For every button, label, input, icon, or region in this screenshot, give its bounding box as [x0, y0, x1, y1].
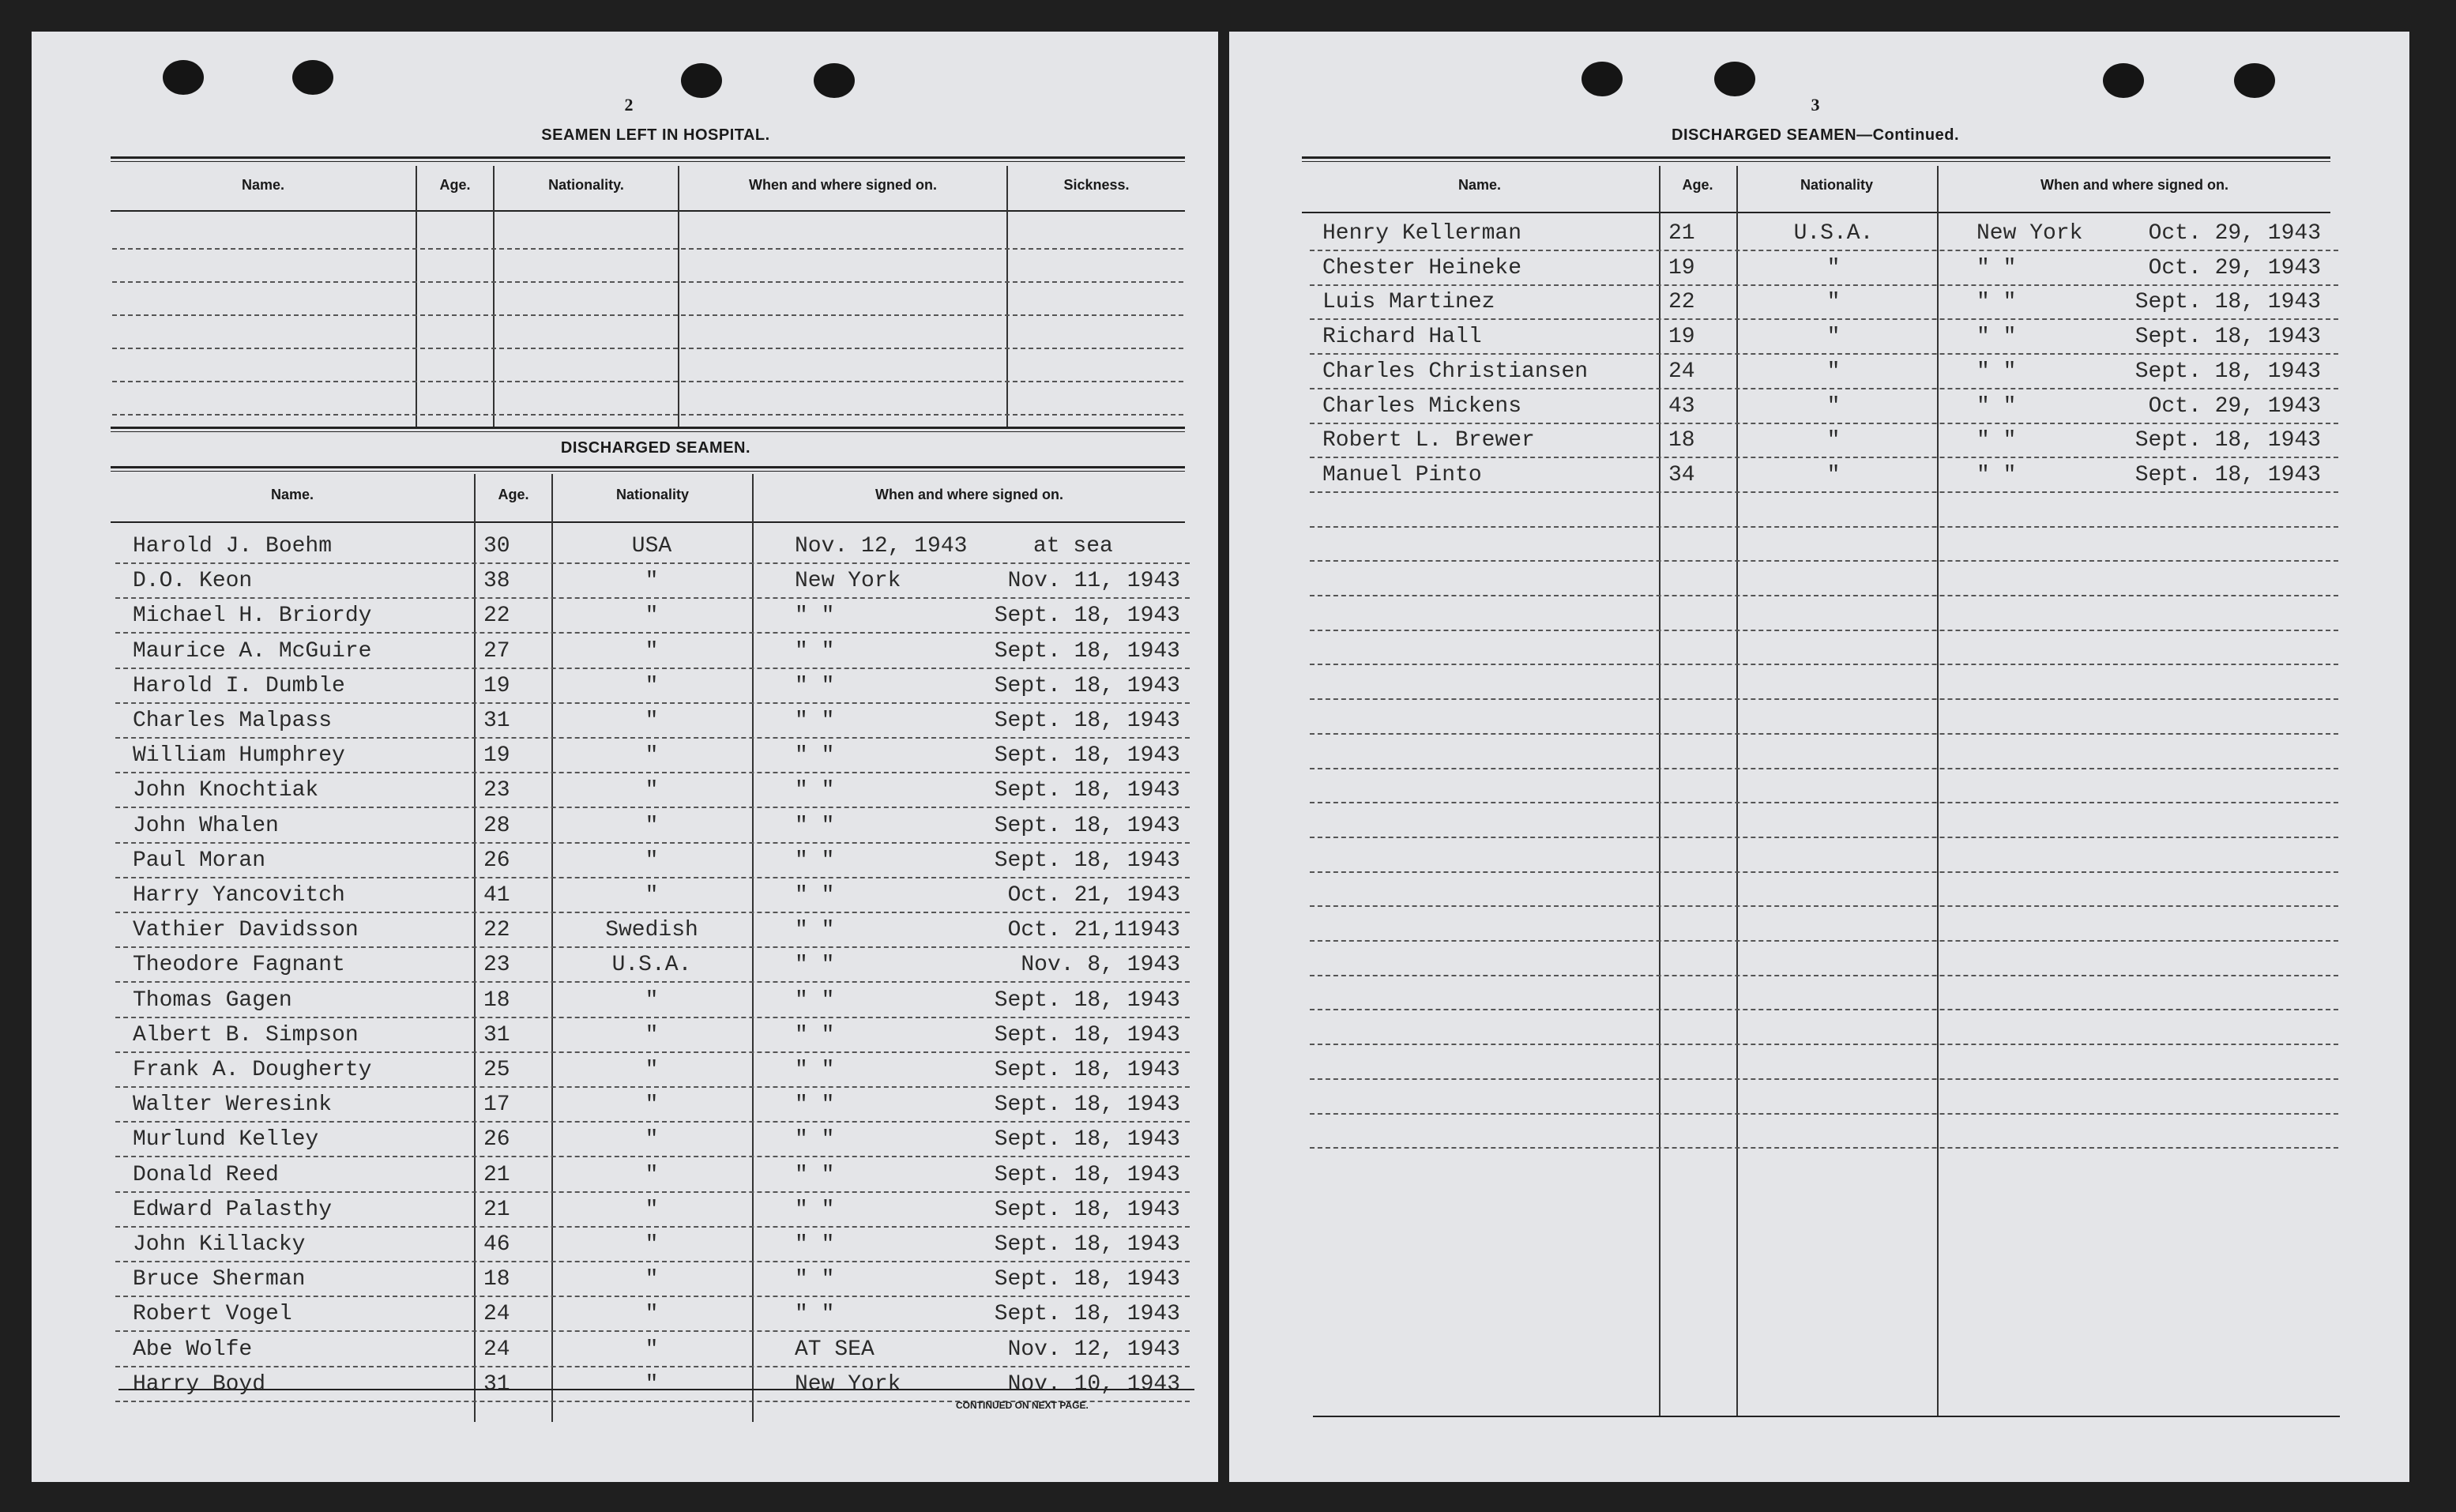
seaman-name: Murlund Kelley — [133, 1127, 319, 1152]
row-rule — [115, 981, 1190, 983]
seaman-name: Robert Vogel — [133, 1302, 292, 1326]
seaman-age: 18 — [483, 988, 510, 1013]
row-rule — [1310, 1044, 2338, 1045]
seaman-name: Luis Martinez — [1322, 290, 1495, 314]
seaman-age: 18 — [483, 1267, 510, 1292]
seaman-age: 24 — [483, 1337, 510, 1362]
signed-on-place: " " — [795, 1232, 835, 1257]
seaman-age: 41 — [483, 883, 510, 908]
signed-on-date: Oct. 29, 1943 — [2148, 256, 2321, 280]
signed-on-place: " " — [795, 1127, 835, 1152]
signed-on-date: Sept. 18, 1943 — [994, 1267, 1180, 1292]
seaman-nationality: " — [1826, 325, 1841, 349]
row-rule — [1310, 975, 2338, 976]
row-rule — [115, 632, 1190, 634]
signed-on-place: " " — [1976, 394, 2017, 419]
seaman-nationality: " — [1826, 256, 1841, 280]
signed-on-date: Sept. 18, 1943 — [994, 1232, 1180, 1257]
seaman-name: Charles Christiansen — [1322, 359, 1589, 384]
seaman-name: Bruce Sherman — [133, 1267, 306, 1292]
signed-on-date: Sept. 18, 1943 — [2134, 325, 2321, 349]
row-rule — [1310, 1078, 2338, 1080]
seaman-age: 19 — [1668, 325, 1695, 349]
signed-on-place: " " — [795, 639, 835, 664]
signed-on-place: New York — [795, 569, 901, 593]
row-rule — [115, 1121, 1190, 1123]
punch-hole — [2234, 63, 2275, 98]
seaman-name: Vathier Davidsson — [133, 918, 359, 942]
signed-on-date: Oct. 29, 1943 — [2148, 221, 2321, 246]
signed-on-date: Oct. 21,11943 — [1007, 918, 1180, 942]
row-rule — [115, 877, 1190, 878]
seaman-nationality: " — [1826, 290, 1841, 314]
signed-on-date: Sept. 18, 1943 — [994, 604, 1180, 628]
row-rule — [1310, 837, 2338, 838]
seaman-nationality: " — [645, 988, 659, 1013]
page-number: 3 — [1811, 95, 1820, 115]
seaman-nationality: " — [645, 569, 659, 593]
seaman-nationality: " — [645, 709, 659, 733]
signed-on-place: " " — [1976, 428, 2017, 453]
seaman-nationality: " — [645, 1337, 659, 1362]
seaman-name: Richard Hall — [1322, 325, 1482, 349]
seaman-name: Paul Moran — [133, 848, 266, 873]
row-rule — [1310, 905, 2338, 907]
signed-on-date: Sept. 18, 1943 — [2134, 359, 2321, 384]
seaman-age: 22 — [483, 604, 510, 628]
signed-on-place: " " — [795, 604, 835, 628]
signed-on-place: New York — [1976, 221, 2083, 246]
seaman-nationality: " — [645, 1093, 659, 1117]
hospital-header-nationality: Nationality. — [548, 177, 624, 193]
row-rule — [1310, 768, 2338, 769]
discharged-continued-title: DISCHARGED SEAMEN—Continued. — [1672, 126, 1959, 144]
seaman-name: Theodore Fagnant — [133, 953, 345, 977]
signed-on-date: Sept. 18, 1943 — [994, 1198, 1180, 1222]
seaman-name: John Whalen — [133, 814, 279, 838]
row-rule — [115, 668, 1190, 669]
signed-on-place: " " — [795, 988, 835, 1013]
signed-on-place: " " — [795, 918, 835, 942]
row-rule — [115, 1261, 1190, 1262]
seaman-age: 43 — [1668, 394, 1695, 419]
signed-on-place: " " — [795, 883, 835, 908]
signed-on-place: " " — [1976, 359, 2017, 384]
signed-on-date: Sept. 18, 1943 — [994, 988, 1180, 1013]
continued-header-nationality: Nationality — [1800, 177, 1873, 193]
row-rule — [115, 1366, 1190, 1367]
signed-on-place: " " — [795, 953, 835, 977]
seaman-nationality: U.S.A. — [1793, 221, 1874, 246]
signed-on-date: Sept. 18, 1943 — [994, 814, 1180, 838]
row-rule — [1310, 560, 2338, 562]
seaman-name: Charles Malpass — [133, 709, 333, 733]
signed-on-place: " " — [795, 674, 835, 698]
row-rule — [115, 1051, 1190, 1053]
row-rule — [115, 842, 1190, 844]
row-rule — [115, 946, 1190, 948]
seaman-age: 38 — [483, 569, 510, 593]
row-rule — [115, 912, 1190, 913]
signed-on-date: Nov. 11, 1943 — [1007, 569, 1180, 593]
hospital-header-signed-on: When and where signed on. — [748, 177, 938, 193]
seaman-name: Maurice A. McGuire — [133, 639, 372, 664]
seaman-nationality: " — [645, 1372, 659, 1397]
row-rule — [1310, 698, 2338, 700]
seaman-name: Edward Palasthy — [133, 1198, 333, 1222]
discharged-header-name: Name. — [270, 487, 314, 502]
row-rule — [115, 597, 1190, 599]
row-rule — [1310, 353, 2338, 355]
row-rule — [115, 1296, 1190, 1297]
row-rule — [115, 772, 1190, 773]
page-number: 2 — [624, 95, 634, 115]
seaman-age: 26 — [483, 848, 510, 873]
seaman-name: Frank A. Dougherty — [133, 1058, 372, 1082]
signed-on-date: Sept. 18, 1943 — [994, 1093, 1180, 1117]
seaman-nationality: " — [1826, 463, 1841, 487]
discharged-section-title: DISCHARGED SEAMEN. — [560, 439, 751, 457]
seaman-age: 30 — [483, 534, 510, 559]
row-rule — [115, 1017, 1190, 1018]
seaman-nationality: " — [645, 1198, 659, 1222]
seaman-name: Robert L. Brewer — [1322, 428, 1535, 453]
seaman-name: John Knochtiak — [133, 778, 319, 803]
seaman-name: Chester Heineke — [1322, 256, 1522, 280]
seaman-age: 23 — [483, 778, 510, 803]
signed-on-date: Sept. 18, 1943 — [994, 743, 1180, 768]
signed-on-date: at sea — [1033, 534, 1113, 559]
seaman-nationality: " — [645, 1163, 659, 1187]
discharged-header-signed-on: When and where signed on. — [874, 487, 1064, 502]
row-rule — [115, 702, 1190, 704]
seaman-age: 21 — [1668, 221, 1695, 246]
signed-on-place: " " — [795, 743, 835, 768]
signed-on-place: " " — [795, 814, 835, 838]
row-rule — [1310, 1113, 2338, 1115]
seaman-age: 34 — [1668, 463, 1695, 487]
row-rule — [1310, 802, 2338, 803]
row-rule — [115, 1226, 1190, 1228]
signed-on-place: " " — [795, 1023, 835, 1047]
seaman-age: 25 — [483, 1058, 510, 1082]
seaman-nationality: " — [645, 639, 659, 664]
seaman-age: 24 — [1668, 359, 1695, 384]
seaman-age: 46 — [483, 1232, 510, 1257]
seaman-age: 31 — [483, 709, 510, 733]
signed-on-place: " " — [1976, 290, 2017, 314]
seaman-name: Manuel Pinto — [1322, 463, 1482, 487]
continued-header-signed-on: When and where signed on. — [2040, 177, 2229, 193]
signed-on-place: " " — [795, 1302, 835, 1326]
row-rule — [1310, 871, 2338, 873]
seaman-name: Charles Mickens — [1322, 394, 1522, 419]
seaman-nationality: " — [645, 1023, 659, 1047]
seaman-age: 22 — [483, 918, 510, 942]
signed-on-date: Sept. 18, 1943 — [2134, 428, 2321, 453]
signed-on-date: Sept. 18, 1943 — [994, 709, 1180, 733]
seaman-nationality: " — [1826, 359, 1841, 384]
seaman-nationality: Swedish — [605, 918, 698, 942]
signed-on-date: Nov. 12, 1943 — [1007, 1337, 1180, 1362]
seaman-name: Harry Yancovitch — [133, 883, 345, 908]
discharged-header-nationality: Nationality — [615, 487, 689, 502]
seaman-age: 23 — [483, 953, 510, 977]
seaman-nationality: " — [645, 848, 659, 873]
seaman-name: Harry Boyd — [133, 1372, 266, 1397]
row-rule — [115, 737, 1190, 739]
signed-on-place: " " — [795, 778, 835, 803]
signed-on-date: Sept. 18, 1943 — [994, 639, 1180, 664]
seaman-age: 31 — [483, 1023, 510, 1047]
seaman-nationality: " — [645, 604, 659, 628]
seaman-age: 19 — [483, 743, 510, 768]
row-rule — [1310, 664, 2338, 665]
seaman-nationality: " — [1826, 428, 1841, 453]
row-rule — [1310, 250, 2338, 251]
signed-on-date: Sept. 18, 1943 — [994, 1302, 1180, 1326]
row-rule — [115, 562, 1190, 564]
seaman-name: Donald Reed — [133, 1163, 279, 1187]
signed-on-place: " " — [795, 1198, 835, 1222]
signed-on-date: Nov. 8, 1943 — [1021, 953, 1180, 977]
seaman-nationality: " — [645, 674, 659, 698]
seaman-name: Thomas Gagen — [133, 988, 292, 1013]
seaman-name: Walter Weresink — [133, 1093, 333, 1117]
row-rule — [1310, 457, 2338, 458]
seaman-nationality: USA — [631, 534, 672, 559]
row-rule — [1310, 940, 2338, 942]
seaman-nationality: " — [645, 814, 659, 838]
seaman-age: 18 — [1668, 428, 1695, 453]
right-page — [1229, 32, 2409, 1482]
signed-on-place: New York — [795, 1372, 901, 1397]
seaman-age: 22 — [1668, 290, 1695, 314]
seaman-nationality: " — [645, 1058, 659, 1082]
seaman-age: 28 — [483, 814, 510, 838]
row-rule — [1310, 423, 2338, 424]
signed-on-date: Oct. 21, 1943 — [1007, 883, 1180, 908]
seaman-age: 21 — [483, 1198, 510, 1222]
signed-on-date: Sept. 18, 1943 — [994, 1023, 1180, 1047]
seaman-name: William Humphrey — [133, 743, 345, 768]
discharged-header-age: Age. — [498, 487, 529, 502]
signed-on-place: " " — [1976, 256, 2017, 280]
signed-on-date: Sept. 18, 1943 — [994, 778, 1180, 803]
hospital-header-age: Age. — [439, 177, 471, 193]
row-rule — [1310, 318, 2338, 320]
seaman-nationality: " — [645, 743, 659, 768]
signed-on-date: Sept. 18, 1943 — [994, 674, 1180, 698]
signed-on-date: Sept. 18, 1943 — [994, 848, 1180, 873]
signed-on-place: " " — [795, 709, 835, 733]
row-rule — [1310, 630, 2338, 631]
row-rule — [1310, 733, 2338, 735]
signed-on-date: Sept. 18, 1943 — [994, 1058, 1180, 1082]
hospital-section-title: SEAMEN LEFT IN HOSPITAL. — [541, 126, 770, 144]
seaman-nationality: " — [1826, 394, 1841, 419]
hospital-header-sickness: Sickness. — [1063, 177, 1130, 193]
signed-on-place: " " — [795, 1163, 835, 1187]
signed-on-date: Sept. 18, 1943 — [994, 1163, 1180, 1187]
row-rule — [1310, 491, 2338, 493]
signed-on-place: " " — [1976, 463, 2017, 487]
seaman-age: 21 — [483, 1163, 510, 1187]
seaman-age: 19 — [483, 674, 510, 698]
seaman-name: D.O. Keon — [133, 569, 253, 593]
seaman-age: 19 — [1668, 256, 1695, 280]
continued-header-name: Name. — [1457, 177, 1502, 193]
row-rule — [1310, 595, 2338, 596]
signed-on-place: Nov. 12, 1943 — [795, 534, 968, 559]
signed-on-date: Oct. 29, 1943 — [2148, 394, 2321, 419]
row-rule — [115, 1330, 1190, 1332]
signed-on-place: AT SEA — [795, 1337, 874, 1362]
signed-on-place: " " — [795, 848, 835, 873]
continued-header-age: Age. — [1682, 177, 1713, 193]
seaman-nationality: " — [645, 1232, 659, 1257]
row-rule — [1310, 388, 2338, 389]
seaman-name: Albert B. Simpson — [133, 1023, 359, 1047]
punch-hole — [292, 60, 333, 95]
signed-on-place: " " — [795, 1058, 835, 1082]
signed-on-date: Nov. 10, 1943 — [1007, 1372, 1180, 1397]
seaman-name: Michael H. Briordy — [133, 604, 372, 628]
seaman-age: 27 — [483, 639, 510, 664]
signed-on-place: " " — [795, 1093, 835, 1117]
seaman-nationality: " — [645, 778, 659, 803]
continued-note: CONTINUED ON NEXT PAGE. — [956, 1400, 1089, 1411]
row-rule — [1310, 1147, 2338, 1149]
seaman-name: Henry Kellerman — [1322, 221, 1522, 246]
seaman-nationality: U.S.A. — [611, 953, 692, 977]
signed-on-place: " " — [795, 1267, 835, 1292]
row-rule — [115, 807, 1190, 808]
punch-hole — [681, 63, 722, 98]
row-rule — [1310, 1009, 2338, 1010]
signed-on-date: Sept. 18, 1943 — [2134, 290, 2321, 314]
hospital-header-name: Name. — [241, 177, 285, 193]
seaman-name: Harold I. Dumble — [133, 674, 345, 698]
signed-on-date: Sept. 18, 1943 — [2134, 463, 2321, 487]
row-rule — [1310, 284, 2338, 286]
row-rule — [115, 1086, 1190, 1088]
seaman-nationality: " — [645, 1302, 659, 1326]
seaman-nationality: " — [645, 883, 659, 908]
row-rule — [115, 1156, 1190, 1157]
row-rule — [115, 1191, 1190, 1193]
punch-hole — [2103, 63, 2144, 98]
seaman-age: 26 — [483, 1127, 510, 1152]
punch-hole — [1714, 62, 1755, 96]
left-page — [32, 32, 1218, 1482]
punch-hole — [163, 60, 204, 95]
seaman-age: 17 — [483, 1093, 510, 1117]
signed-on-date: Sept. 18, 1943 — [994, 1127, 1180, 1152]
row-rule — [1310, 526, 2338, 528]
seaman-name: Harold J. Boehm — [133, 534, 333, 559]
seaman-age: 31 — [483, 1372, 510, 1397]
seaman-age: 24 — [483, 1302, 510, 1326]
seaman-nationality: " — [645, 1127, 659, 1152]
punch-hole — [814, 63, 855, 98]
signed-on-place: " " — [1976, 325, 2017, 349]
punch-hole — [1582, 62, 1623, 96]
seaman-name: Abe Wolfe — [133, 1337, 253, 1362]
seaman-nationality: " — [645, 1267, 659, 1292]
seaman-name: John Killacky — [133, 1232, 306, 1257]
